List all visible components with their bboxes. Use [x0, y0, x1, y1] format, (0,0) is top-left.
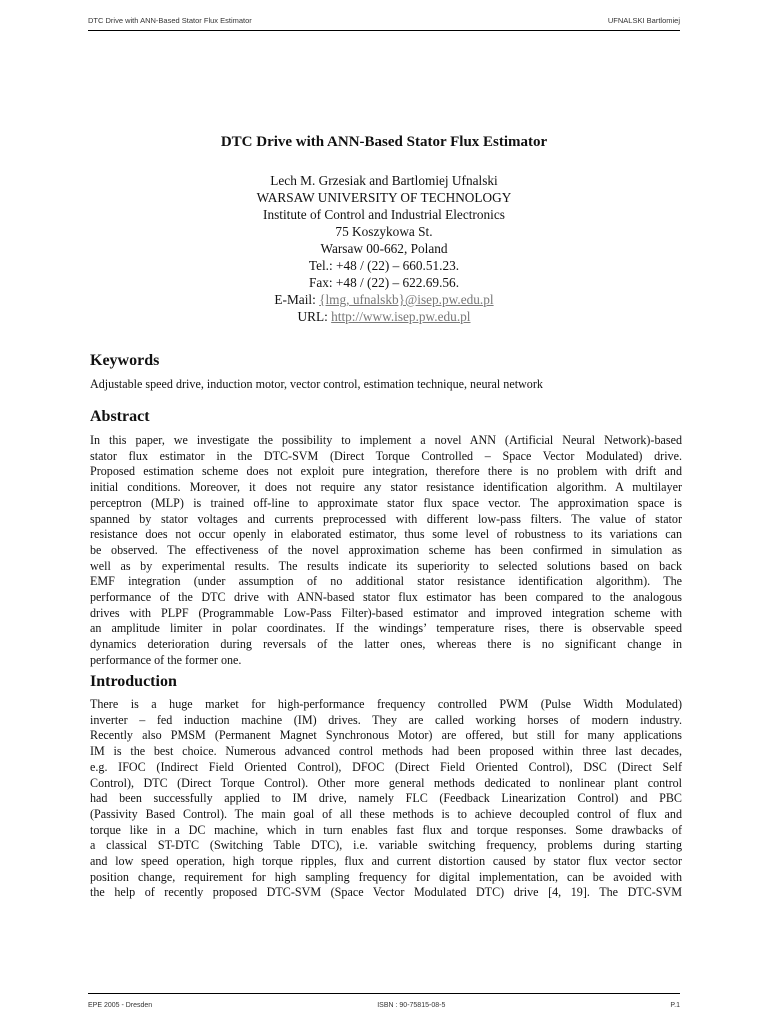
- abstract-line: EMF integration (under assumption of no additional stator resistance identification algorithm). The: [90, 574, 682, 589]
- abstract-line: initial conditions. Moreover, it does not require any stator resistance identification algorithm. A multilayer: [90, 480, 682, 495]
- introduction-line: a classical ST-DTC (Switching Table DTC), i.e. variable switching frequency, problems during starting: [90, 838, 682, 853]
- author-block: [88, 172, 680, 325]
- abstract-line: drives with PLPF (Programmable Low-Pass Filter)-based estimator and improved integration scheme with: [90, 605, 682, 620]
- abstract-line: In this paper, we investigate the possibility to implement a novel ANN (Artificial Neural Network)-based: [90, 433, 682, 447]
- abstract-line: well as by experimental results. The results indicate its superiority to selected solutions based on back: [90, 558, 682, 573]
- keywords-text: [90, 377, 682, 393]
- introduction-line: inverter – fed induction machine (IM) drives. They are called working horses of modern industry.: [90, 712, 682, 727]
- abstract-line: perceptron (MLP) is trained off-line to approximate stator flux space vector. The approximation space is: [90, 495, 682, 510]
- author-university: WARSAW UNIVERSITY OF TECHNOLOGY: [256, 190, 512, 205]
- running-footer: [88, 1002, 680, 1009]
- introduction-line: Recently also PMSM (Permanent Magnet Synchronous Motor) are offered, but still for many applications: [90, 728, 682, 743]
- abstract-line: performance of the DTC drive with ANN-based stator flux estimator has been compared to the analogous: [90, 590, 682, 605]
- author-street: 75 Koszykowa St.: [335, 224, 433, 239]
- abstract-body: [90, 433, 682, 669]
- author-city: Warsaw 00-662, Poland: [320, 241, 448, 256]
- author-fax: Fax: +48 / (22) – 622.69.56.: [308, 275, 460, 290]
- header-rule: [88, 30, 680, 31]
- footer-page-number: P.1: [670, 1002, 680, 1009]
- introduction-line: There is a huge market for high-performance frequency controlled PWM (Pulse Width Modulated): [90, 697, 682, 711]
- footer-center: ISBN : 90-75815-08-5: [377, 1002, 446, 1009]
- running-header: [88, 16, 680, 25]
- author-email-line: [88, 291, 680, 308]
- abstract-heading: Abstract: [90, 408, 150, 425]
- paper-title: DTC Drive with ANN-Based Stator Flux Estimator: [220, 134, 548, 150]
- introduction-line: position change, requirement for high sampling frequency for digital implementation, can be avoided with: [90, 869, 682, 884]
- abstract-line: stator flux estimator in the DTC-SVM (Direct Torque Controlled – Space Vector Modulated) drive.: [90, 448, 682, 463]
- header-right: UFNALSKI Bartlomiej: [607, 16, 680, 25]
- email-label: E-Mail:: [274, 292, 316, 307]
- introduction-line: IM is the best choice. Numerous advanced control methods had been proposed within three last decades,: [90, 744, 682, 759]
- introduction-line: e.g. IFOC (Indirect Field Oriented Control), DFOC (Direct Field Oriented Control), DSC (Direct Self: [90, 759, 682, 774]
- author-url-line: [88, 308, 680, 325]
- author-names: Lech M. Grzesiak and Bartlomiej Ufnalski: [270, 173, 498, 188]
- abstract-line: performance of the former one.: [90, 652, 242, 667]
- keywords-heading: Keywords: [90, 352, 160, 369]
- url-label: URL:: [297, 309, 328, 324]
- abstract-line: Proposed estimation scheme does not exploit pure integration, therefore there is no problem with drift and: [90, 464, 682, 479]
- header-left: DTC Drive with ANN-Based Stator Flux Estimator: [88, 16, 252, 25]
- abstract-line: be observed. The effectiveness of the novel approximation scheme has been confirmed in simulation as: [90, 542, 682, 557]
- introduction-heading: Introduction: [90, 673, 177, 690]
- abstract-line: resistance does not occur openly in elaborated estimator, thus some level of robustness to its variations can: [90, 527, 682, 542]
- introduction-line: (Passivity Based Control). The main goal of all these methods is to achieve decoupled control of flux and: [90, 806, 682, 821]
- email-link[interactable]: {lmg, ufnalskb}@isep.pw.edu.pl: [319, 292, 494, 307]
- abstract-line: an amplitude limiter in polar coordinates. If the windings’ temperature rises, there is observable speed: [90, 621, 682, 636]
- introduction-line: torque like in a DC machine, which in turn enables fast flux and torque responses. Some drawbacks of: [90, 822, 682, 837]
- abstract-line: spanned by stator voltages and currents preprocessed with different low-pass filters. The value of stator: [90, 511, 682, 526]
- introduction-body: [90, 697, 682, 901]
- introduction-line: the help of recently proposed DTC-SVM (Space Vector Modulated DTC) drive [4, 19]. The DTC-SVM: [90, 885, 682, 900]
- footer-left: EPE 2005 - Dresden: [88, 1002, 153, 1009]
- introduction-line: had been successfully applied to IM drive, namely FLC (Feedback Linearization Control) and PBC: [90, 791, 682, 806]
- author-institute: Institute of Control and Industrial Electronics: [263, 207, 505, 222]
- abstract-line: dynamics deterioration during reversals of the latter ones, whereas there is no significant change in: [90, 637, 682, 652]
- footer-rule: [88, 993, 680, 994]
- url-link[interactable]: http://www.isep.pw.edu.pl: [331, 309, 471, 324]
- introduction-line: Control), DTC (Direct Torque Control). Other more general methods dedicated to nonlinear plant control: [90, 775, 682, 790]
- introduction-line: and low speed operation, high torque ripples, flux and current distortion caused by stator flux vector sector: [90, 854, 682, 869]
- keywords-line: Adjustable speed drive, induction motor, vector control, estimation technique, neural network: [90, 377, 543, 391]
- author-tel: Tel.: +48 / (22) – 660.51.23.: [308, 258, 460, 273]
